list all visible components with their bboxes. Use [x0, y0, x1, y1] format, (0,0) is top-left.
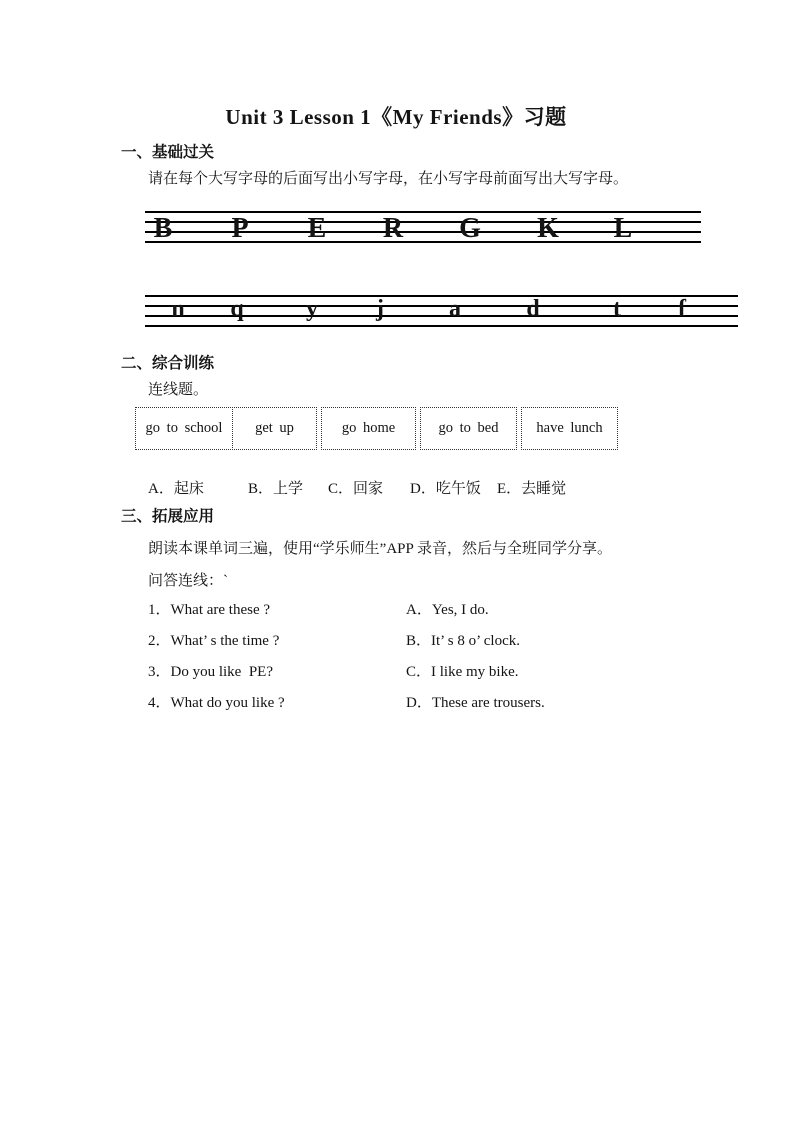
- uppercase-letter: P: [231, 213, 249, 244]
- staff-line: [145, 325, 738, 327]
- phrase-box: [521, 407, 618, 450]
- lowercase-letter: j: [376, 296, 384, 322]
- phrase-label: get up: [255, 420, 294, 436]
- lowercase-letter: n: [171, 296, 185, 322]
- question-text: 1．What are these ?: [148, 602, 271, 618]
- phrase-box: [420, 407, 517, 450]
- qa-row: [148, 598, 748, 629]
- option-item: E．去睡觉: [497, 481, 567, 497]
- question-text: 2．What’ s the time ?: [148, 633, 280, 649]
- uppercase-letter: R: [382, 213, 404, 244]
- phrase-label: go to school: [145, 420, 223, 436]
- lowercase-letter: q: [230, 296, 244, 322]
- answer-text: A．Yes, I do.: [406, 602, 489, 618]
- lowercase-letter: y: [306, 296, 318, 322]
- uppercase-letter: E: [307, 213, 327, 244]
- phrase-box: [321, 407, 416, 450]
- writing-lines-uppercase: [145, 211, 701, 247]
- section2-heading: 二、综合训练: [121, 355, 215, 372]
- lowercase-letter: t: [613, 296, 621, 322]
- options-row: [0, 477, 793, 499]
- lowercase-letter: a: [449, 296, 461, 322]
- section3-heading: 三、拓展应用: [121, 508, 215, 525]
- option-item: B．上学: [248, 481, 304, 497]
- answer-text: B．It’ s 8 o’ clock.: [406, 633, 521, 649]
- question-text: 3．Do you like PE?: [148, 664, 273, 680]
- qa-row: [148, 629, 748, 660]
- phrase-box: [232, 407, 317, 450]
- answer-text: C．I like my bike.: [406, 664, 519, 680]
- qa-row: [148, 660, 748, 691]
- uppercase-letter: B: [153, 213, 173, 244]
- section2-subheading: 连线题。: [148, 382, 209, 398]
- section3-subheading: 问答连线：`: [148, 573, 228, 589]
- qa-matching: [148, 598, 748, 722]
- uppercase-letter: L: [613, 213, 633, 244]
- lowercase-letter: f: [678, 296, 686, 322]
- uppercase-letter: K: [537, 213, 559, 244]
- section1-instruction: 请在每个大写字母的后面写出小写字母，在小写字母前面写出大写字母。: [148, 171, 629, 187]
- phrase-label: go home: [341, 420, 396, 436]
- option-item: D．吃午饭: [410, 481, 481, 497]
- answer-text: D．These are trousers.: [406, 695, 545, 711]
- section3-instruction: 朗读本课单词三遍，使用“学乐师生”APP 录音，然后与全班同学分享。: [148, 541, 613, 557]
- option-item: A．起床: [148, 481, 204, 497]
- question-text: 4．What do you like ?: [148, 695, 285, 711]
- lowercase-letter: d: [526, 296, 540, 322]
- phrase-label: have lunch: [536, 420, 603, 436]
- option-item: C．回家: [328, 481, 384, 497]
- matching-boxes: [135, 407, 618, 450]
- page-title: Unit 3 Lesson 1《My Friends》习题: [225, 105, 567, 129]
- phrase-box: [135, 407, 233, 450]
- phrase-label: go to bed: [438, 420, 499, 436]
- section1-heading: 一、基础过关: [121, 144, 215, 161]
- qa-row: [148, 691, 748, 722]
- uppercase-letter: G: [459, 213, 481, 244]
- writing-lines-lowercase: [145, 295, 738, 331]
